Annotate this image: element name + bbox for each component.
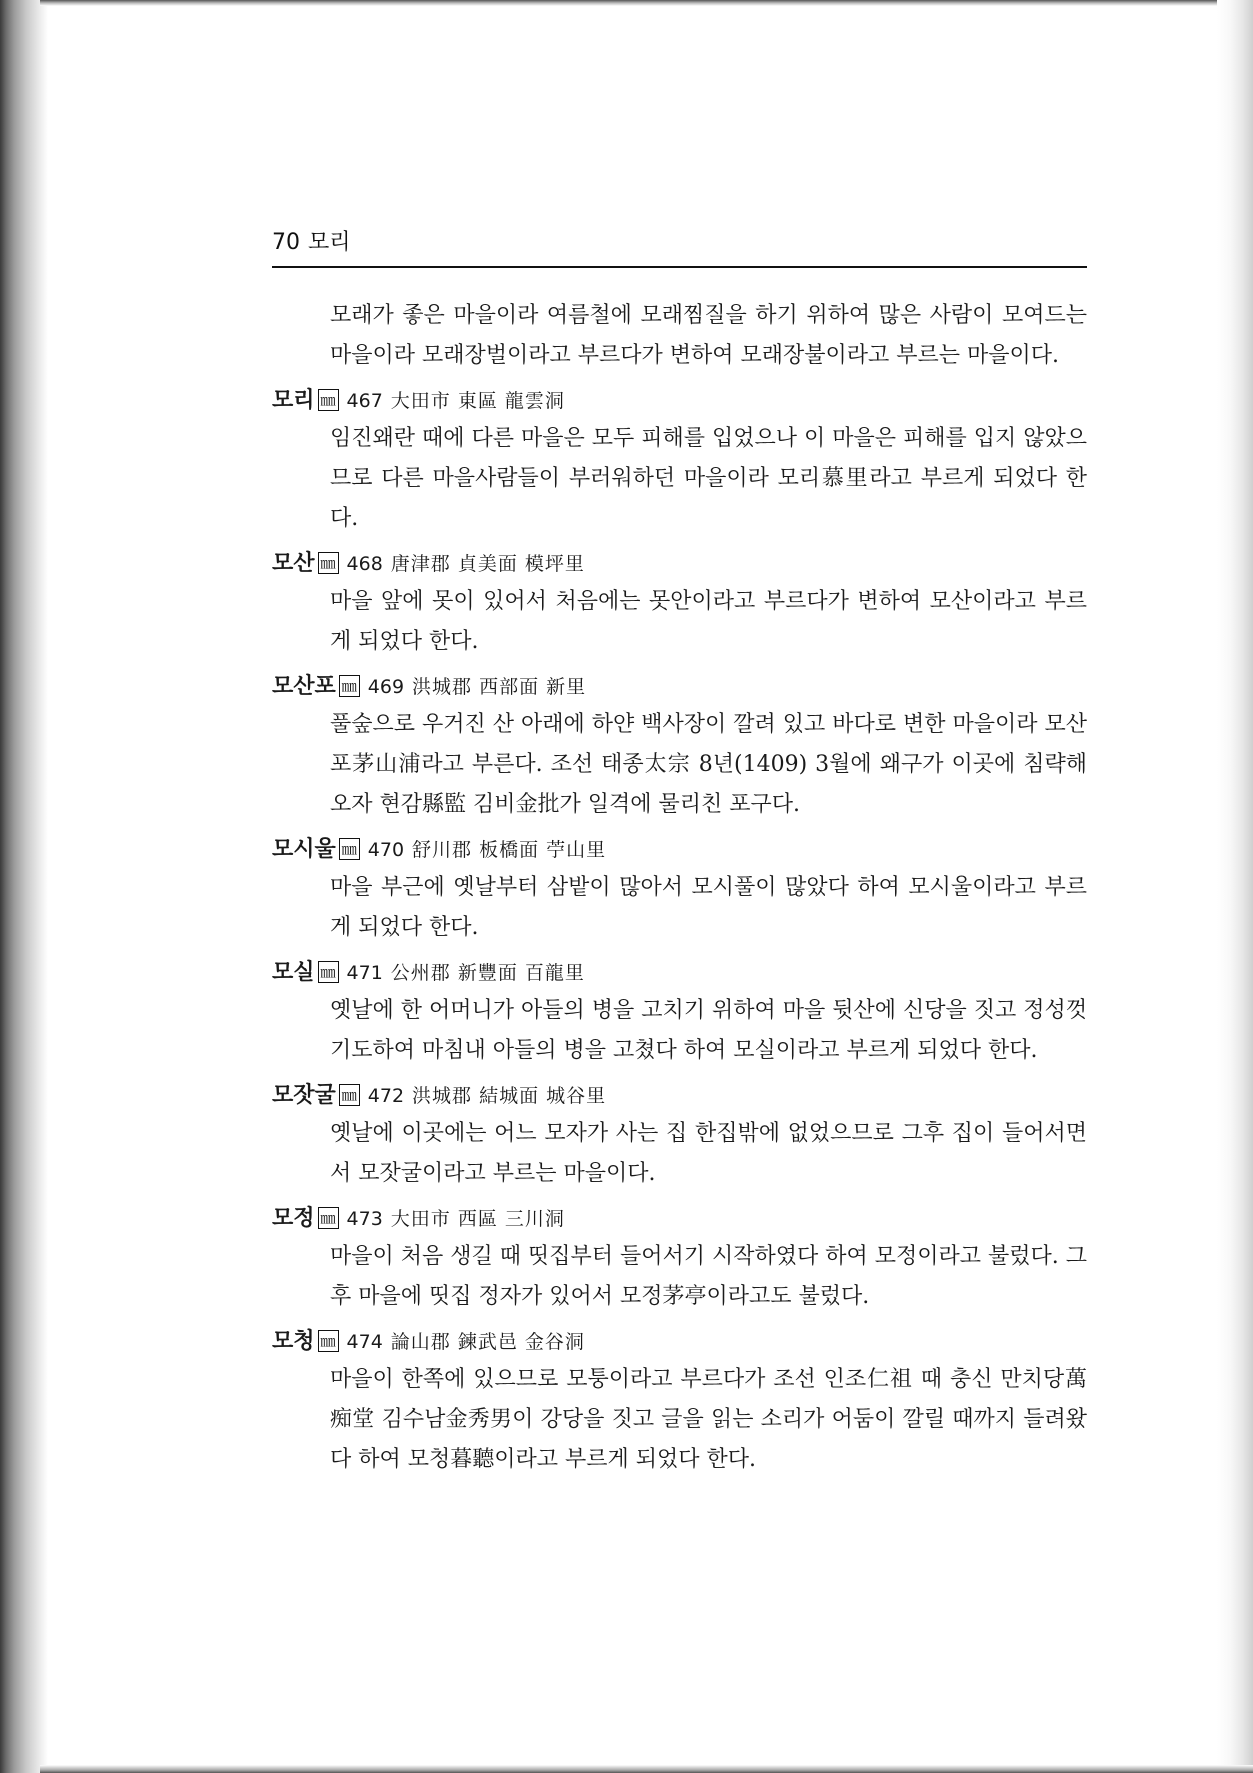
- entry-heading: [272, 831, 1087, 868]
- page-binding-shadow: [0, 0, 48, 1773]
- entry-code: 468: [346, 553, 383, 575]
- entry-468: [272, 545, 1087, 662]
- entry-text: 마을 앞에 못이 있어서 처음에는 못안이라고 부르다가 변하여 모산이라고 부르게 되었다 한다.: [330, 589, 1087, 654]
- entry-text: 옛날에 이곳에는 어느 모자가 사는 집 한집밖에 없었으므로 그후 집이 들어서면서 모잣굴이라고 부르는 마을이다.: [330, 1121, 1087, 1186]
- headword: 모산: [272, 551, 315, 576]
- entry-text: 마을이 처음 생길 때 띳집부터 들어서기 시작하였다 하여 모정이라고 불렀다. 그후 마을에 띳집 정자가 있어서 모정茅亭이라고도 불렀다.: [330, 1244, 1087, 1309]
- entry-location: 論山郡 鍊武邑 金谷洞: [390, 1331, 585, 1353]
- entry-474: [272, 1323, 1087, 1480]
- headword: 모시울: [272, 837, 336, 862]
- entry-469: [272, 668, 1087, 825]
- entry-code: 467: [346, 390, 383, 412]
- entry-location: 洪城郡 結城面 城谷里: [412, 1085, 607, 1107]
- village-mark: ㎜: [339, 838, 360, 860]
- entry-location: 舒川郡 板橋面 苧山里: [412, 839, 607, 861]
- entry-text: 마을 부근에 옛날부터 삼밭이 많아서 모시풀이 많았다 하여 모시울이라고 부르게 되었다 한다.: [330, 875, 1087, 940]
- entry-467: [272, 382, 1087, 539]
- entry-text: 임진왜란 때에 다른 마을은 모두 피해를 입었으나 이 마을은 피해를 입지 않았으므로 다른 마을사람들이 부러워하던 마을이라 모리慕里라고 부르게 되었다 한다.: [330, 426, 1087, 531]
- entry-text: 풀숲으로 우거진 산 아래에 하얀 백사장이 깔려 있고 바다로 변한 마을이라 모산포茅山浦라고 부른다. 조선 태종太宗 8년(1409) 3월에 왜구가 이곳에 침략해오자 현감縣監 김비金批가 일격에 물리친 포구다.: [330, 712, 1087, 817]
- village-mark: ㎜: [339, 1084, 360, 1106]
- page-top-edge: [40, 0, 1220, 6]
- headword: 모잣굴: [272, 1083, 336, 1108]
- page-content: [272, 225, 1087, 1480]
- entry-code: 474: [346, 1331, 383, 1353]
- entry-heading: [272, 1077, 1087, 1114]
- entry-code: 470: [367, 839, 405, 861]
- entry-text: 옛날에 한 어머니가 아들의 병을 고치기 위하여 마을 뒷산에 신당을 짓고 정성껏 기도하여 마침내 아들의 병을 고쳤다 하여 모실이라고 부르게 되었다 한다.: [330, 998, 1087, 1063]
- entry-text: 마을이 한쪽에 있으므로 모퉁이라고 부르다가 조선 인조仁祖 때 충신 만치당萬痴堂 김수남金秀男이 강당을 짓고 글을 읽는 소리가 어둠이 깔릴 때까지 들려왔다 하여 모청暮聽이라고 부르게 되었다 한다.: [330, 1367, 1087, 1472]
- headword: 모청: [272, 1329, 315, 1354]
- entry-code: 469: [367, 676, 405, 698]
- entry-heading: [272, 382, 1087, 419]
- running-header: [272, 225, 1087, 268]
- entry-472: [272, 1077, 1087, 1194]
- entry-heading: [272, 668, 1087, 705]
- entry-473: [272, 1200, 1087, 1317]
- entry-heading: [272, 1323, 1087, 1360]
- headword: 모산포: [272, 674, 336, 699]
- village-mark: ㎜: [318, 1207, 339, 1229]
- page-right-edge: [1217, 0, 1253, 1773]
- headword: 모실: [272, 960, 315, 985]
- entry-471: [272, 954, 1087, 1071]
- village-mark: ㎜: [318, 1330, 339, 1352]
- page-number: 70: [272, 230, 300, 255]
- entry-location: 唐津郡 貞美面 模坪里: [390, 553, 585, 575]
- intro-paragraph: 모래가 좋은 마을이라 여름철에 모래찜질을 하기 위하여 많은 사람이 모여드는 마을이라 모래장벌이라고 부르다가 변하여 모래장불이라고 부르는 마을이다.: [330, 303, 1087, 368]
- entry-470: [272, 831, 1087, 948]
- village-mark: ㎜: [318, 389, 339, 411]
- village-mark: ㎜: [318, 961, 339, 983]
- entry-heading: [272, 954, 1087, 991]
- village-mark: ㎜: [318, 552, 339, 574]
- entry-heading: [272, 545, 1087, 582]
- village-mark: ㎜: [339, 675, 360, 697]
- entry-location: 大田市 西區 三川洞: [390, 1208, 565, 1230]
- entry-location: 大田市 東區 龍雲洞: [390, 390, 565, 412]
- entry-code: 472: [367, 1085, 405, 1107]
- entry-code: 473: [346, 1208, 383, 1230]
- running-title: 모리: [308, 230, 351, 255]
- entry-heading: [272, 1200, 1087, 1237]
- entry-code: 471: [346, 962, 383, 984]
- page-bottom-edge: [40, 1765, 1253, 1773]
- headword: 모정: [272, 1206, 315, 1231]
- entry-location: 公州郡 新豐面 百龍里: [390, 962, 585, 984]
- entry-location: 洪城郡 西部面 新里: [412, 676, 587, 698]
- headword: 모리: [272, 388, 315, 413]
